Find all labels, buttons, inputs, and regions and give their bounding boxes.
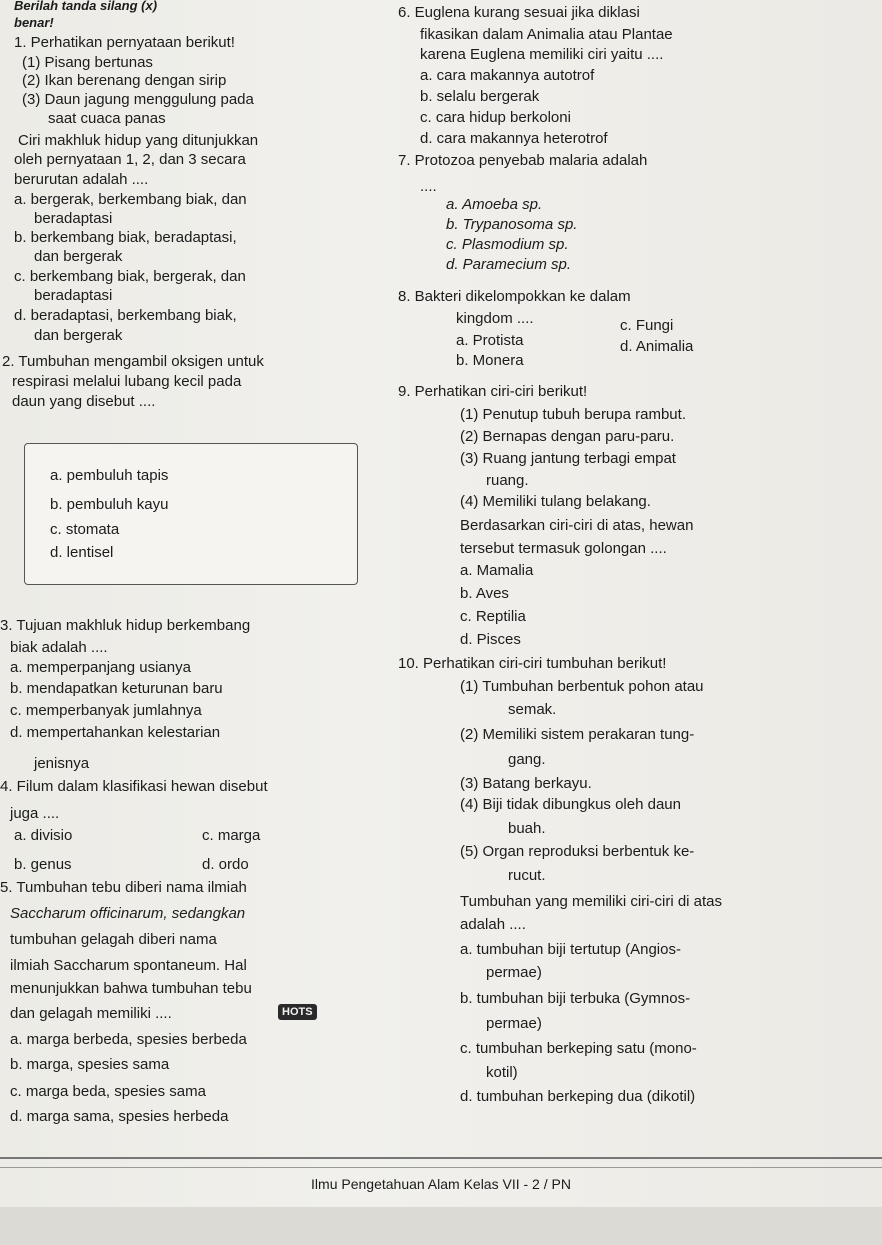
q10-statement-1-cont: semak. [508, 701, 557, 718]
q5-option-d[interactable]: d. marga sama, spesies herbeda [10, 1108, 229, 1125]
q9-option-a[interactable]: a. Mamalia [460, 562, 534, 579]
q6-stem-1: 6. Euglena kurang sesuai jika diklasi [398, 4, 640, 21]
q5-option-c[interactable]: c. marga beda, spesies sama [10, 1083, 206, 1100]
q9-option-b[interactable]: b. Aves [460, 585, 509, 602]
q1-prompt-1: Ciri makhluk hidup yang ditunjukkan [18, 132, 259, 149]
q1-option-a-cont: beradaptasi [34, 210, 113, 227]
q8-stem-1: 8. Bakteri dikelompokkan ke dalam [398, 288, 631, 305]
q1-option-d-cont: dan bergerak [34, 327, 123, 344]
q7-stem-2: .... [420, 178, 437, 195]
q1-statement-2: (2) Ikan berenang dengan sirip [22, 72, 227, 89]
q1-option-b-cont: dan bergerak [34, 248, 123, 265]
q10-statement-2-cont: gang. [508, 751, 546, 768]
footer-divider [0, 1157, 882, 1159]
q9-prompt-2: tersebut termasuk golongan .... [460, 540, 667, 557]
q5-option-b[interactable]: b. marga, spesies sama [10, 1056, 170, 1073]
q2-stem-1: 2. Tumbuhan mengambil oksigen untuk [2, 353, 264, 370]
q9-option-c[interactable]: c. Reptilia [460, 608, 526, 625]
q1-option-c[interactable]: c. berkembang biak, bergerak, dan [14, 268, 246, 285]
q5-option-a[interactable]: a. marga berbeda, spesies berbeda [10, 1031, 247, 1048]
q9-stem: 9. Perhatikan ciri-ciri berikut! [398, 383, 588, 400]
q6-stem-2: fikasikan dalam Animalia atau Plantae [420, 26, 673, 43]
q1-option-c-cont: beradaptasi [34, 287, 113, 304]
instruction-text-continued: benar! [14, 15, 54, 30]
q3-option-a[interactable]: a. memperpanjang usianya [10, 659, 191, 676]
q7-option-d[interactable]: d. Paramecium sp. [446, 256, 572, 273]
q9-statement-1: (1) Penutup tubuh berupa rambut. [460, 406, 686, 423]
q3-option-d-cont: jenisnya [34, 755, 90, 772]
q8-option-b[interactable]: b. Monera [456, 352, 524, 369]
q9-statement-3-cont: ruang. [486, 472, 529, 489]
q7-option-a[interactable]: a. Amoeba sp. [446, 196, 543, 213]
q10-stem: 10. Perhatikan ciri-ciri tumbuhan berikut! [398, 655, 667, 672]
q4-option-a[interactable]: a. divisio [14, 827, 73, 844]
q4-stem-2: juga .... [10, 805, 60, 822]
q7-stem-1: 7. Protozoa penyebab malaria adalah [398, 152, 648, 169]
q4-option-b[interactable]: b. genus [14, 856, 72, 873]
q5-stem-4: ilmiah Saccharum spontaneum. Hal [10, 957, 247, 974]
q10-statement-4-cont: buah. [508, 820, 546, 837]
q10-option-b-cont: permae) [486, 1015, 542, 1032]
q7-option-c[interactable]: c. Plasmodium sp. [446, 236, 569, 253]
q10-statement-1: (1) Tumbuhan berbentuk pohon atau [460, 678, 704, 695]
q9-option-d[interactable]: d. Pisces [460, 631, 521, 648]
q4-option-d[interactable]: d. ordo [202, 856, 249, 873]
q5-stem-1: 5. Tumbuhan tebu diberi nama ilmiah [0, 879, 247, 896]
q2-options-box [24, 443, 358, 585]
q1-stem: 1. Perhatikan pernyataan berikut! [14, 34, 235, 51]
q10-option-c[interactable]: c. tumbuhan berkeping satu (mono- [460, 1040, 697, 1057]
q9-prompt-1: Berdasarkan ciri-ciri di atas, hewan [460, 517, 694, 534]
q2-stem-2: respirasi melalui lubang kecil pada [12, 373, 242, 390]
q1-statement-1: (1) Pisang bertunas [22, 54, 153, 71]
q6-option-c[interactable]: c. cara hidup berkoloni [420, 109, 571, 126]
q1-statement-3: (3) Daun jagung menggulung pada [22, 91, 254, 108]
q10-option-b[interactable]: b. tumbuhan biji terbuka (Gymnos- [460, 990, 691, 1007]
q10-statement-3: (3) Batang berkayu. [460, 775, 592, 792]
q2-option-b[interactable]: b. pembuluh kayu [50, 496, 169, 513]
q2-option-a[interactable]: a. pembuluh tapis [50, 467, 169, 484]
q2-option-d[interactable]: d. lentisel [50, 544, 114, 561]
q6-option-d[interactable]: d. cara makannya heterotrof [420, 130, 608, 147]
q10-option-a-cont: permae) [486, 964, 542, 981]
q5-stem-5: menunjukkan bahwa tumbuhan tebu [10, 980, 252, 997]
q3-option-c[interactable]: c. memperbanyak jumlahnya [10, 702, 202, 719]
q1-option-b[interactable]: b. berkembang biak, beradaptasi, [14, 229, 237, 246]
footer-divider-thin [0, 1167, 882, 1168]
q6-option-a[interactable]: a. cara makannya autotrof [420, 67, 595, 84]
q3-option-d[interactable]: d. mempertahankan kelestarian [10, 724, 221, 741]
q10-statement-5-cont: rucut. [508, 867, 546, 884]
q6-option-b[interactable]: b. selalu bergerak [420, 88, 540, 105]
q1-prompt-3: berurutan adalah .... [14, 171, 149, 188]
q8-option-a[interactable]: a. Protista [456, 332, 524, 349]
q1-prompt-2: oleh pernyataan 1, 2, dan 3 secara [14, 151, 246, 168]
q10-prompt-1: Tumbuhan yang memiliki ciri-ciri di atas [460, 893, 723, 910]
page-bottom-edge [0, 1207, 882, 1245]
q4-stem-1: 4. Filum dalam klasifikasi hewan disebut [0, 778, 268, 795]
q8-option-d[interactable]: d. Animalia [620, 338, 694, 355]
q5-stem-2: Saccharum officinarum, sedangkan [10, 905, 246, 922]
q10-prompt-2: adalah .... [460, 916, 526, 933]
q9-statement-2: (2) Bernapas dengan paru-paru. [460, 428, 675, 445]
instruction-text: Berilah tanda silang (x) [14, 0, 158, 13]
q1-option-a[interactable]: a. bergerak, berkembang biak, dan [14, 191, 247, 208]
hots-badge: HOTS [278, 1004, 317, 1020]
q8-stem-2: kingdom .... [456, 310, 534, 327]
q10-option-a[interactable]: a. tumbuhan biji tertutup (Angios- [460, 941, 681, 958]
q4-option-c[interactable]: c. marga [202, 827, 261, 844]
q9-statement-3: (3) Ruang jantung terbagi empat [460, 450, 676, 467]
q10-statement-4: (4) Biji tidak dibungkus oleh daun [460, 796, 681, 813]
q7-option-b[interactable]: b. Trypanosoma sp. [446, 216, 578, 233]
q9-statement-4: (4) Memiliki tulang belakang. [460, 493, 651, 510]
q1-statement-3-cont: saat cuaca panas [48, 110, 166, 127]
q3-stem-2: biak adalah .... [10, 639, 108, 656]
q2-option-c[interactable]: c. stomata [50, 521, 120, 538]
q3-stem-1: 3. Tujuan makhluk hidup berkembang [0, 617, 251, 634]
q2-stem-3: daun yang disebut .... [12, 393, 156, 410]
page-footer: Ilmu Pengetahuan Alam Kelas VII - 2 / PN [311, 1176, 571, 1192]
q1-option-d[interactable]: d. beradaptasi, berkembang biak, [14, 307, 237, 324]
q10-option-d[interactable]: d. tumbuhan berkeping dua (dikotil) [460, 1088, 696, 1105]
q3-option-b[interactable]: b. mendapatkan keturunan baru [10, 680, 223, 697]
q8-option-c[interactable]: c. Fungi [620, 317, 674, 334]
q5-stem-3: tumbuhan gelagah diberi nama [10, 931, 217, 948]
q10-statement-5: (5) Organ reproduksi berbentuk ke- [460, 843, 695, 860]
q10-statement-2: (2) Memiliki sistem perakaran tung- [460, 726, 695, 743]
q10-option-c-cont: kotil) [486, 1064, 518, 1081]
q5-stem-6: dan gelagah memiliki .... [10, 1005, 172, 1022]
q6-stem-3: karena Euglena memiliki ciri yaitu .... [420, 46, 664, 63]
